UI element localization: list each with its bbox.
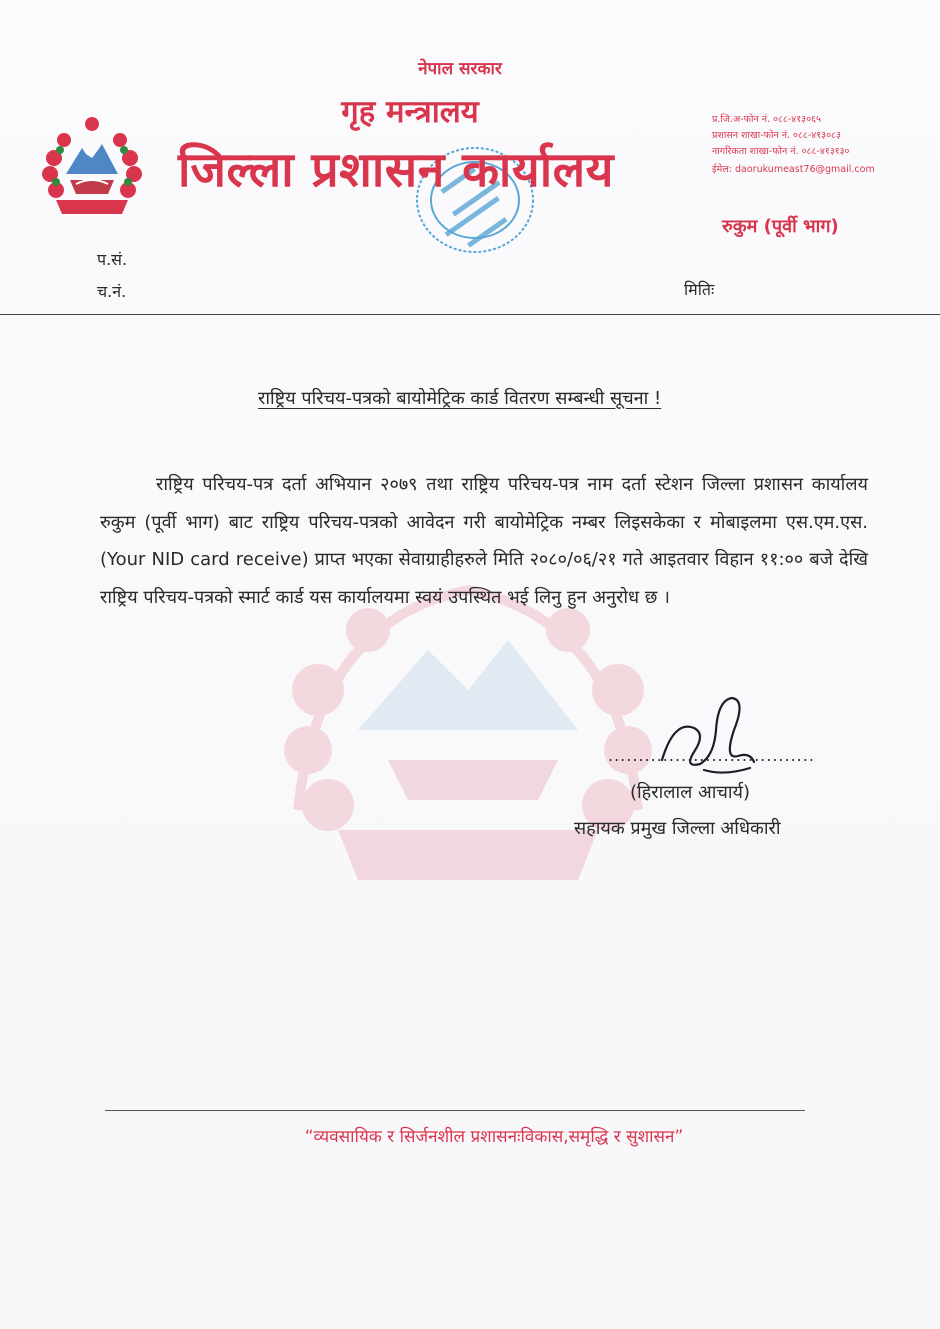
date-label: मितिः: [684, 280, 715, 299]
ministry-name: गृह मन्त्रालय: [341, 94, 479, 130]
signatory-title: सहायक प्रमुख जिल्ला अधिकारी: [574, 818, 781, 839]
notice-paragraph: राष्ट्रिय परिचय-पत्र दर्ता अभियान २०७९ तथा राष्ट्रिय परिचय-पत्र नाम दर्ता स्टेशन जिल्ला प्रशासन कार्यालय रुकुम (पूर्वी भाग) बाट राष्ट्रिय परिचय-पत्रको आवेदन गरी बायोमेट्रिक नम्बर लिइसकेका र मोबाइलमा एस.एम.एस. (Your NID card receive) प्राप्त भएका सेवाग्राहीहरुले मिति २०८०/०६/२१ गते आइतवार विहान ११:०० बजे देखि राष्ट्रिय परिचय-पत्रको स्मार्ट कार्ड यस कार्यालयमा स्वयं उपस्थित भई लिनु हुन अनुरोध छ ।: [100, 474, 868, 608]
signatory-name: (हिरालाल आचार्य): [630, 782, 751, 803]
office-name: जिल्ला प्रशासन कार्यालय: [178, 142, 615, 198]
contact-email: ईमेल: daorukumeast76@gmail.com: [712, 164, 875, 175]
contact-admin-phone: प्रशासन शाखा-फोन नं. ०८८-४१३०८३: [712, 130, 841, 141]
notice-subject: राष्ट्रिय परिचय-पत्रको बायोमेट्रिक कार्ड वितरण सम्बन्धी सूचना !: [258, 388, 662, 409]
contact-citizenship-phone: नागरिकता शाखा-फोन नं. ०८८-४१३१३०: [712, 146, 850, 157]
footer-divider: [105, 1110, 805, 1111]
footer-motto: “व्यवसायिक र सिर्जनशील प्रशासनःविकास,समृद्धि र सुशासन”: [304, 1127, 684, 1147]
header-divider: [0, 314, 940, 315]
signature-line: ..................................: [608, 746, 815, 765]
letter-number-label: प.सं.: [97, 250, 128, 269]
government-name: नेपाल सरकार: [418, 59, 502, 79]
district-name: रुकुम (पूर्वी भाग): [722, 216, 839, 237]
signature-icon: [654, 690, 764, 790]
dispatch-number-label: च.नं.: [97, 282, 127, 301]
contact-cdo-phone: प्र.जि.अ-फोन नं. ०८८-४१३०६५: [712, 114, 821, 125]
notice-body: [100, 466, 868, 616]
